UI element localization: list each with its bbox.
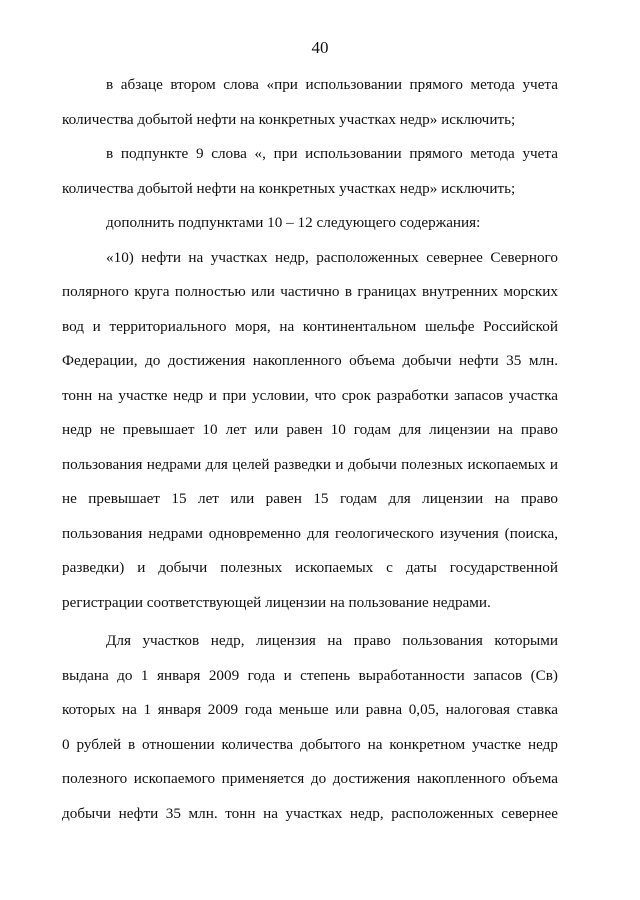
text-line: выдана до 1 января 2009 года и степень выработанности запасов (Св) <box>62 666 558 684</box>
text-line: «10) нефти на участках недр, расположенных севернее Северного <box>106 248 558 266</box>
text-line: вод и территориального моря, на континентальном шельфе Российской <box>62 317 558 335</box>
text-line: Федерации, до достижения накопленного объема добычи нефти 35 млн. <box>62 352 558 369</box>
text-line: в абзаце втором слова «при использовании прямого метода учета <box>106 76 558 93</box>
text-line: количества добытой нефти на конкретных участках недр» исключить; <box>62 110 516 128</box>
paragraph-4 <box>62 241 558 621</box>
text-line: добычи нефти 35 млн. тонн на участках недр, расположенных севернее <box>62 804 558 822</box>
paragraph-2 <box>62 137 558 206</box>
text-line: в подпункте 9 слова «, при использовании прямого метода учета <box>106 145 558 162</box>
document-body <box>62 68 558 831</box>
text-line: не превышает 15 лет или равен 15 годам для лицензии на право <box>62 490 558 507</box>
paragraph-5 <box>62 624 558 831</box>
page-number: 40 <box>311 38 329 57</box>
text-line: пользования недрами для целей разведки и добычи полезных ископаемых и <box>62 455 558 473</box>
text-line: дополнить подпунктами 10 – 12 следующего содержания: <box>106 214 481 231</box>
text-line: которых на 1 января 2009 года меньше или равна 0,05, налоговая ставка <box>62 701 558 718</box>
text-line: недр не превышает 10 лет или равен 10 годам для лицензии на право <box>62 421 558 438</box>
text-line: количества добытой нефти на конкретных участках недр» исключить; <box>62 179 516 197</box>
text-line: регистрации соответствующей лицензии на пользование недрами. <box>62 593 491 611</box>
text-line: тонн на участке недр и при условии, что срок разработки запасов участка <box>62 386 558 404</box>
text-line: 0 рублей в отношении количества добытого на конкретном участке недр <box>62 735 558 753</box>
paragraph-1 <box>62 68 558 137</box>
text-line: полезного ископаемого применяется до достижения накопленного объема <box>62 770 558 787</box>
text-line: полярного круга полностью или частично в границах внутренних морских <box>62 283 558 300</box>
paragraph-3 <box>62 206 558 241</box>
text-line: разведки) и добычи полезных ископаемых с даты государственной <box>62 559 558 576</box>
text-line: Для участков недр, лицензия на право пользования которыми <box>106 632 558 649</box>
text-line: пользования недрами одновременно для геологического изучения (поиска, <box>62 524 558 542</box>
